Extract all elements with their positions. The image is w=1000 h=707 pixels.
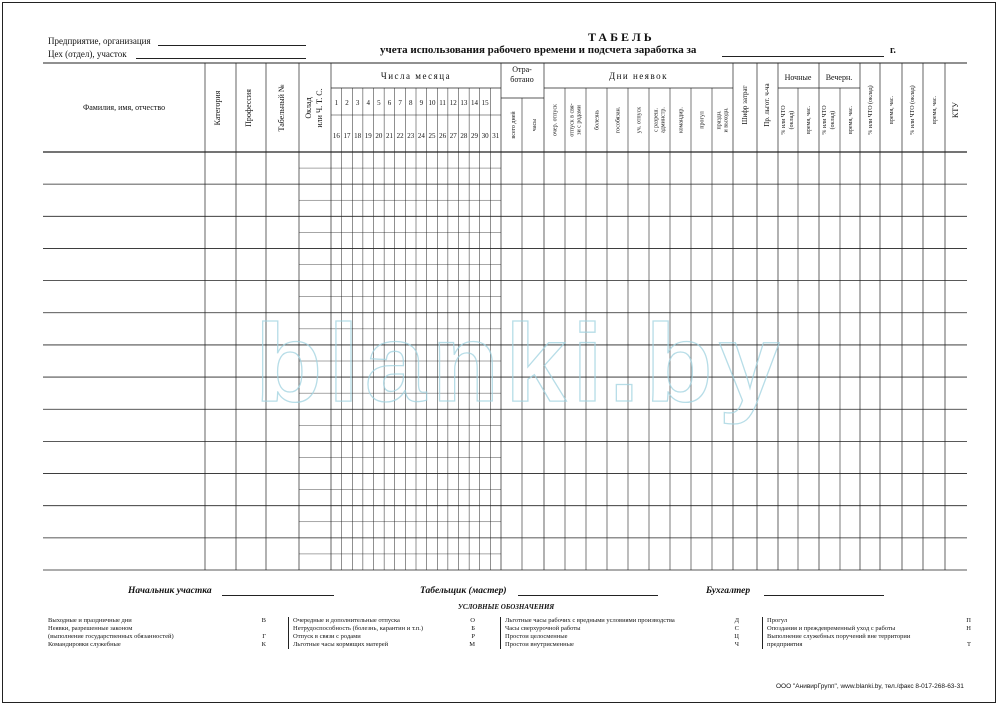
legend-text: Выполнение служебных поручений вне территории (767, 633, 911, 640)
org-label: Предприятие, организация (48, 36, 151, 46)
night-pct-label: % или ЧТО (781, 105, 787, 135)
day-number: 18 (354, 132, 362, 140)
legend-row (48, 617, 266, 625)
legend-code: Б (471, 625, 475, 632)
worked-hours-label: часы (532, 118, 538, 132)
accountant-label: Бухгалтер (706, 586, 751, 596)
absence-type-label: с разреш. (653, 108, 660, 132)
legend-text: Нетрудоспособность (болезнь, карантин и т.п.) (293, 625, 424, 632)
worked-label: ботано (510, 75, 534, 84)
day-number: 13 (460, 99, 468, 107)
day-number: 16 (332, 132, 340, 140)
worked-days-label: всего дней (511, 111, 517, 139)
day-number: 20 (375, 132, 383, 140)
profession-header: Профессия (244, 89, 253, 127)
cost-code-header: Шифр затрат (741, 85, 749, 125)
legend-row (293, 625, 475, 633)
legend-row (293, 617, 475, 625)
day-number: 29 (470, 132, 478, 140)
day-number: 5 (377, 99, 381, 107)
year-suffix: г. (890, 45, 896, 56)
day-number: 27 (449, 132, 457, 140)
day-number: 23 (407, 132, 415, 140)
legend-code: Ч (734, 641, 739, 648)
legend-col-4 (762, 617, 971, 649)
legend-row (48, 633, 266, 641)
salary-header: Оклад (304, 97, 313, 119)
day-number: 11 (439, 99, 446, 107)
fio-header: Фамилия, имя, отчество (82, 103, 166, 112)
day-number: 31 (492, 132, 500, 140)
legend-code: Д (734, 617, 739, 624)
evening-pct-label: % или ЧТО (822, 105, 828, 135)
legend-code: Н (966, 625, 971, 632)
benefit-hours-header: Пр. льгот. ч-ча (763, 83, 771, 127)
form-subtitle: учета использования рабочего времени и подсчета заработка за (380, 44, 697, 56)
legend-text: Командировки служебные (48, 641, 121, 648)
legend-text: Часы сверхурочной работы (505, 625, 581, 632)
day-number: 3 (355, 99, 360, 107)
evening-header: Вечерн. (825, 73, 853, 82)
day-number: 12 (449, 99, 457, 107)
day-number: 17 (343, 132, 351, 140)
watermark: blanki.by (255, 302, 786, 425)
legend-row (505, 617, 739, 625)
day-number: 14 (470, 99, 478, 107)
legend-code: М (469, 641, 475, 648)
legend-text: предприятия (767, 641, 803, 648)
legend-text: Отпуск в связи с родами (293, 633, 361, 640)
day-number: 25 (428, 132, 436, 140)
legend-text: Простои внутрисменные (505, 641, 574, 648)
legend-row (293, 641, 475, 649)
legend-row (767, 617, 971, 625)
legend-code: К (261, 641, 266, 648)
chief-sign-field[interactable] (222, 595, 334, 596)
ktu-header: КТУ (951, 102, 960, 118)
legend-code: Т (967, 641, 971, 648)
days-group-label: Числа месяца (380, 71, 452, 81)
day-number: 30 (481, 132, 489, 140)
legend-col-2 (288, 617, 475, 649)
night-header: Ночные (784, 73, 812, 82)
tab-number-header: Табельный № (277, 84, 286, 132)
legend-row (505, 625, 739, 633)
absence-group-label: Дни неявок (608, 71, 669, 81)
legend-row (767, 625, 971, 633)
legend-code (259, 625, 266, 633)
legend-text: Льготные часы рабочих с вредными условиями производства (505, 617, 675, 624)
absence-type-label: уч. отпуск (636, 106, 643, 134)
category-header: Категория (213, 90, 222, 126)
legend-code: Ц (734, 633, 739, 640)
day-number: 15 (481, 99, 489, 107)
legend-text: Выходные и праздничные дни (48, 617, 132, 624)
legend-text: Льготные часы кормящих матерей (293, 641, 389, 648)
pct-header: % или ЧТО (оклад) (910, 85, 916, 135)
legend-row (48, 625, 266, 633)
day-number: 8 (408, 99, 413, 107)
legend-row (48, 641, 266, 649)
day-number: 24 (417, 132, 425, 140)
day-number: 2 (345, 99, 349, 107)
day-number: 7 (398, 99, 402, 107)
evening-pct-label: (оклад) (830, 110, 836, 130)
legend-text: Простои целосменные (505, 633, 568, 640)
day-number: 10 (428, 99, 436, 107)
legend-code: О (470, 617, 475, 624)
legend-text: (выполнение государственных обязанностей) (48, 633, 174, 640)
timekeeper-label: Табельщик (мастер) (420, 586, 507, 596)
evening-hours-label: время, час. (848, 106, 854, 134)
chief-label: Начальник участка (128, 586, 212, 596)
legend-row (505, 641, 739, 649)
accountant-sign-field[interactable] (764, 595, 884, 596)
absence-type-label: болезнь (594, 109, 601, 131)
absence-type-label: и выходн. (723, 107, 730, 133)
form-title: ТАБЕЛЬ (588, 30, 655, 44)
day-number: 19 (364, 132, 372, 140)
absence-type-label: командир. (678, 107, 685, 133)
absence-type-label: праздн. (716, 110, 723, 130)
absence-type-label: отпуск в свя- (569, 103, 576, 137)
day-number: 6 (387, 99, 392, 107)
absence-type-label: гособязан. (615, 106, 622, 134)
legend-text: Прогул (767, 617, 788, 624)
night-pct-label: (оклад) (789, 110, 795, 130)
legend-text: Очередные и дополнительные отпуска (293, 617, 400, 624)
dept-label: Цех (отдел), участок (48, 49, 127, 59)
publisher-footer: ООО "АнивирГрупп", www.blanki.by, тел./факс 8-017-268-63-31 (776, 683, 964, 690)
absence-type-label: прогул (699, 111, 706, 129)
timekeeper-sign-field[interactable] (518, 595, 658, 596)
absence-type-label: зи с родами (576, 105, 583, 135)
legend-code: Г (262, 633, 266, 640)
absence-type-label: админстр. (660, 107, 667, 133)
legend-text: Неявки, разрешенные законом (48, 625, 133, 632)
day-number: 28 (460, 132, 468, 140)
legend-row (505, 633, 739, 641)
absence-type-label: очер. отпуск (552, 104, 559, 136)
legend-code: П (966, 617, 971, 624)
day-number: 9 (419, 99, 424, 107)
legend-row (293, 633, 475, 641)
day-number: 1 (334, 99, 339, 107)
legend-text: Опоздания и преждевременный уход с работы (767, 625, 896, 632)
legend-code: С (734, 625, 739, 632)
day-number: 4 (366, 99, 370, 107)
legend-col-3 (500, 617, 739, 649)
night-hours-label: время, час. (806, 106, 812, 134)
legend-row (767, 633, 971, 641)
hours-header: время, час. (889, 96, 895, 124)
salary-header: или Ч. Т. С. (315, 88, 324, 128)
pct-header: % или ЧТО (оклад) (868, 85, 874, 135)
legend-code (965, 633, 971, 641)
day-number: 26 (439, 132, 447, 140)
day-number: 22 (396, 132, 404, 140)
legend-col-1 (48, 617, 266, 649)
hours-header: время, час. (932, 96, 938, 124)
worked-label: Отра- (512, 65, 532, 74)
legend-code: Р (471, 633, 475, 640)
legend-title: УСЛОВНЫЕ ОБОЗНАЧЕНИЯ (458, 603, 555, 611)
day-number: 21 (385, 132, 393, 140)
legend-code: В (261, 617, 266, 624)
legend-row (767, 641, 971, 649)
